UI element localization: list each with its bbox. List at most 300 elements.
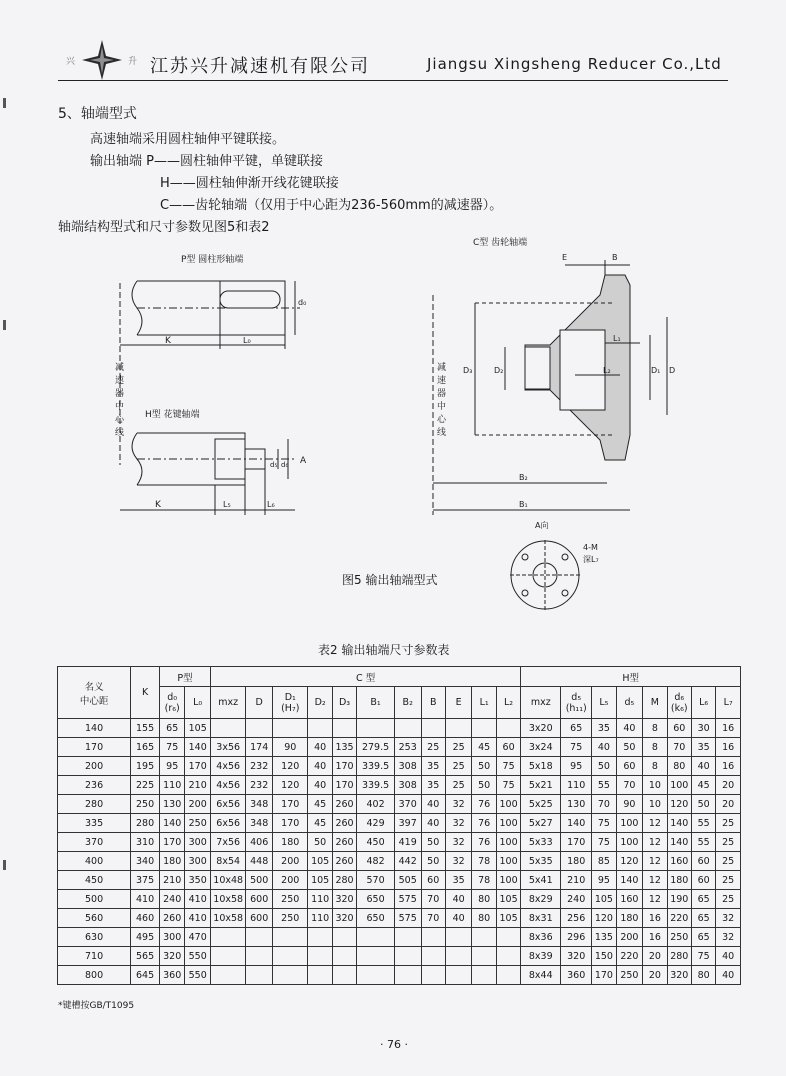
star-logo-icon (62, 38, 142, 82)
table-cell: 60 (667, 719, 691, 738)
table-cell: 20 (716, 776, 741, 795)
table-cell: 279.5 (357, 738, 395, 757)
table-cell: 35 (592, 719, 616, 738)
table-cell: 170 (159, 833, 184, 852)
table-cell: 550 (185, 966, 211, 985)
table-title: 表2 输出轴端尺寸参数表 (318, 643, 450, 657)
table-cell: 140 (616, 871, 643, 890)
table-cell: 8x44 (521, 966, 561, 985)
table-cell: 260 (332, 852, 356, 871)
col-D3: D₃ (332, 687, 356, 719)
table-cell (246, 966, 273, 985)
table-cell: 6x56 (210, 795, 245, 814)
col-L2: L₂ (496, 687, 520, 719)
table-cell: 180 (159, 852, 184, 871)
table-cell: 12 (643, 814, 667, 833)
table-cell: 20 (643, 947, 667, 966)
table-cell: 160 (667, 852, 691, 871)
table-cell: 4x56 (210, 757, 245, 776)
table-cell: 10 (643, 795, 667, 814)
table-cell: 32 (445, 795, 472, 814)
table-cell: 78 (472, 871, 496, 890)
table-cell: 170 (58, 738, 131, 757)
table-cell: 65 (691, 909, 715, 928)
table-cell: 55 (691, 814, 715, 833)
table-cell: 250 (185, 814, 211, 833)
table-cell (496, 966, 520, 985)
table-cell: 16 (716, 738, 741, 757)
col-K: K (131, 667, 160, 719)
table-cell: 406 (246, 833, 273, 852)
table-cell: 76 (472, 833, 496, 852)
table-cell: 110 (159, 776, 184, 795)
table-cell (421, 947, 445, 966)
table-cell: 505 (394, 871, 421, 890)
dim-L2: L₂ (603, 366, 611, 375)
margin-mark (3, 860, 6, 870)
col-name: 名义 中心距 (58, 667, 131, 719)
svg-text:器: 器 (115, 389, 125, 399)
table-cell: 470 (185, 928, 211, 947)
table-cell (445, 966, 472, 985)
table-cell (210, 966, 245, 985)
table-cell: 210 (561, 871, 592, 890)
table-cell: 105 (308, 852, 332, 871)
table-row (58, 776, 741, 795)
table-row (58, 833, 741, 852)
table-cell: 100 (496, 871, 520, 890)
table-cell: 90 (273, 738, 308, 757)
table-cell: 236 (58, 776, 131, 795)
table-cell: 75 (159, 738, 184, 757)
table-cell: 140 (58, 719, 131, 738)
table-cell: 35 (445, 871, 472, 890)
text-line: C——齿轮轴端（仅用于中心距为236-560mm的减速器）。 (160, 198, 503, 213)
text-line: 高速轴端采用圆柱轴伸平键联接。 (90, 132, 286, 147)
table-cell: 200 (616, 928, 643, 947)
table-cell: 250 (667, 928, 691, 947)
table-cell: 570 (357, 871, 395, 890)
table-cell (394, 928, 421, 947)
group-c: C 型 (210, 667, 520, 687)
table-cell: 80 (667, 757, 691, 776)
table-cell: 5x25 (521, 795, 561, 814)
table-cell: 40 (616, 719, 643, 738)
table-cell: 95 (592, 871, 616, 890)
table-cell: 75 (496, 757, 520, 776)
table-cell (472, 928, 496, 947)
dim-D: D (669, 366, 676, 375)
table-cell: 20 (716, 795, 741, 814)
svg-text:速: 速 (437, 376, 447, 386)
table-cell: 300 (159, 928, 184, 947)
table-cell: 500 (58, 890, 131, 909)
dim-L0: L₀ (243, 336, 251, 345)
table-cell: 180 (667, 871, 691, 890)
table-cell (308, 719, 332, 738)
table-cell: 78 (472, 852, 496, 871)
col-L5: L₅ (592, 687, 616, 719)
table-cell: 256 (561, 909, 592, 928)
table-cell: 575 (394, 909, 421, 928)
table-cell: 25 (445, 738, 472, 757)
table-cell: 16 (643, 909, 667, 928)
table-cell: 40 (445, 890, 472, 909)
svg-text:减: 减 (115, 363, 125, 373)
dim-L6: L₆ (267, 500, 275, 509)
table-cell: 3x56 (210, 738, 245, 757)
footnote: *键槽按GB/T1095 (58, 1001, 135, 1011)
table-cell: 105 (308, 871, 332, 890)
table-cell: 40 (308, 738, 332, 757)
table-cell: 448 (246, 852, 273, 871)
table-cell: 250 (131, 795, 160, 814)
table-cell: 8x31 (521, 909, 561, 928)
table-cell: 16 (716, 719, 741, 738)
table-cell: 25 (445, 776, 472, 795)
table-cell: 120 (273, 776, 308, 795)
table-cell: 220 (667, 909, 691, 928)
table-cell: 55 (691, 833, 715, 852)
dim-B1: B₁ (519, 500, 528, 509)
table-cell (421, 928, 445, 947)
table-cell: 6x56 (210, 814, 245, 833)
table-cell (496, 719, 520, 738)
table-cell: 10x58 (210, 890, 245, 909)
table-cell: 10x48 (210, 871, 245, 890)
svg-text:线: 线 (437, 428, 447, 438)
table-cell: 339.5 (357, 757, 395, 776)
table-cell: 348 (246, 814, 273, 833)
table-cell (332, 947, 356, 966)
table-cell: 4x56 (210, 776, 245, 795)
dim-L5: L₅ (223, 500, 231, 509)
table-cell: 100 (496, 833, 520, 852)
reducer-center-text-right (437, 361, 447, 438)
table-cell: 65 (561, 719, 592, 738)
table-cell: 25 (421, 738, 445, 757)
table-cell: 195 (131, 757, 160, 776)
col-mxz: mxz (210, 687, 245, 719)
table-cell: 5x18 (521, 757, 561, 776)
table-cell: 75 (592, 814, 616, 833)
table-cell: 165 (131, 738, 160, 757)
col-L7: L₇ (716, 687, 741, 719)
c-type-label: C型 齿轮轴端 (473, 238, 528, 248)
table-cell: 650 (357, 909, 395, 928)
gear-bore (525, 347, 550, 389)
table-cell: 40 (308, 757, 332, 776)
table-cell: 8x36 (521, 928, 561, 947)
table-cell: 7x56 (210, 833, 245, 852)
table-cell: 225 (131, 776, 160, 795)
table-cell (472, 947, 496, 966)
table-cell: 397 (394, 814, 421, 833)
table-cell (273, 719, 308, 738)
table-cell: 160 (616, 890, 643, 909)
table-cell (445, 719, 472, 738)
table-cell: 500 (246, 871, 273, 890)
gear-inner (560, 330, 605, 410)
svg-text:心: 心 (437, 415, 447, 425)
table-cell: 35 (421, 776, 445, 795)
table-cell: 240 (561, 890, 592, 909)
table-cell: 340 (131, 852, 160, 871)
table-cell: 575 (394, 890, 421, 909)
dim-B2: B₂ (519, 473, 528, 482)
table-cell: 40 (445, 909, 472, 928)
table-cell: 402 (357, 795, 395, 814)
table-cell: 32 (445, 852, 472, 871)
table-cell: 12 (643, 833, 667, 852)
table-cell: 85 (592, 852, 616, 871)
table-cell: 280 (332, 871, 356, 890)
table-cell: 320 (332, 890, 356, 909)
table-cell: 450 (58, 871, 131, 890)
col-L6: L₆ (691, 687, 715, 719)
table-cell: 25 (445, 757, 472, 776)
table-cell (394, 947, 421, 966)
company-name-cn: 江苏兴升减速机有限公司 (150, 56, 370, 77)
table-cell: 232 (246, 757, 273, 776)
table-cell: 110 (308, 909, 332, 928)
table-cell: 410 (131, 890, 160, 909)
table-cell: 25 (716, 814, 741, 833)
table-cell: 482 (357, 852, 395, 871)
table-cell: 140 (667, 833, 691, 852)
col-B: B (421, 687, 445, 719)
table-cell: 200 (58, 757, 131, 776)
table-cell: 565 (131, 947, 160, 966)
table-cell: 320 (561, 947, 592, 966)
table-cell: 40 (691, 757, 715, 776)
table-cell: 140 (185, 738, 211, 757)
table-cell (210, 947, 245, 966)
table-cell: 30 (691, 719, 715, 738)
table-cell: 60 (616, 757, 643, 776)
table-cell: 280 (667, 947, 691, 966)
table-cell: 100 (667, 776, 691, 795)
table-cell: 170 (273, 795, 308, 814)
table-cell: 135 (592, 928, 616, 947)
table-cell: 360 (561, 966, 592, 985)
table-cell: 560 (58, 909, 131, 928)
table-cell: 200 (273, 852, 308, 871)
p-keyway (220, 291, 280, 308)
svg-text:速: 速 (115, 376, 125, 386)
svg-text:心: 心 (115, 415, 125, 425)
text-line: 轴端结构型式和尺寸参数见图5和表2 (58, 220, 270, 235)
table-cell: 5x35 (521, 852, 561, 871)
svg-text:线: 线 (115, 428, 125, 438)
col-B1: B₁ (357, 687, 395, 719)
table-cell: 5x27 (521, 814, 561, 833)
table-cell (308, 928, 332, 947)
table-cell: 375 (131, 871, 160, 890)
table-row (58, 966, 741, 985)
table-cell: 170 (273, 814, 308, 833)
table-cell: 200 (273, 871, 308, 890)
table-cell: 180 (273, 833, 308, 852)
table-cell: 100 (616, 814, 643, 833)
table-row (58, 814, 741, 833)
table-cell: 360 (159, 966, 184, 985)
table-cell: 170 (332, 757, 356, 776)
table-cell: 260 (332, 833, 356, 852)
table-cell: 155 (131, 719, 160, 738)
table-cell: 410 (185, 909, 211, 928)
table-cell: 180 (561, 852, 592, 871)
table-cell: 200 (185, 795, 211, 814)
table-cell: 450 (357, 833, 395, 852)
table-cell: 70 (592, 795, 616, 814)
table-cell: 55 (592, 776, 616, 795)
table-cell: 370 (58, 833, 131, 852)
col-E: E (445, 687, 472, 719)
table-cell: 300 (185, 833, 211, 852)
spec-table (57, 666, 741, 985)
table-cell (246, 928, 273, 947)
col-L1: L₁ (472, 687, 496, 719)
table-cell (357, 719, 395, 738)
table-cell: 210 (185, 776, 211, 795)
table-cell: 600 (246, 909, 273, 928)
table-cell: 65 (691, 928, 715, 947)
table-cell: 60 (421, 871, 445, 890)
table-cell: 250 (616, 966, 643, 985)
table-cell: 370 (394, 795, 421, 814)
margin-mark (3, 320, 6, 330)
margin-mark (3, 98, 6, 108)
table-cell: 40 (716, 947, 741, 966)
table-cell: 170 (332, 776, 356, 795)
table-cell: 710 (58, 947, 131, 966)
table-cell (332, 928, 356, 947)
table-row (58, 795, 741, 814)
table-cell: 25 (716, 852, 741, 871)
table-cell: 40 (716, 966, 741, 985)
table-cell: 210 (159, 871, 184, 890)
table-cell: 250 (273, 909, 308, 928)
table-cell: 50 (472, 757, 496, 776)
table-cell: 80 (472, 890, 496, 909)
table-cell: 240 (159, 890, 184, 909)
table-cell: 32 (716, 909, 741, 928)
table-row (58, 909, 741, 928)
table-cell: 40 (592, 738, 616, 757)
dim-B: B (612, 253, 618, 262)
table-cell: 32 (445, 814, 472, 833)
company-logo (62, 38, 142, 82)
table-cell: 170 (185, 757, 211, 776)
text-line: 输出轴端 P——圆柱轴伸平键，单键联接 (90, 154, 323, 169)
table-cell (472, 719, 496, 738)
table-cell: 140 (159, 814, 184, 833)
table-cell: 120 (667, 795, 691, 814)
logo-char-right: 升 (128, 57, 138, 67)
table-row (58, 928, 741, 947)
table-cell: 10 (643, 776, 667, 795)
svg-text:减: 减 (437, 363, 447, 373)
table-cell: 170 (592, 966, 616, 985)
table-cell: 35 (421, 757, 445, 776)
reducer-center-text-left (115, 361, 125, 438)
table-cell: 80 (691, 966, 715, 985)
table-cell: 80 (472, 909, 496, 928)
table-row (58, 738, 741, 757)
table-cell: 16 (716, 757, 741, 776)
company-name-en: Jiangsu Xingsheng Reducer Co.,Ltd (427, 55, 722, 73)
table-cell: 8x54 (210, 852, 245, 871)
table-cell: 140 (561, 814, 592, 833)
col-D: D (246, 687, 273, 719)
table-cell: 45 (472, 738, 496, 757)
table-cell: 645 (131, 966, 160, 985)
table-cell: 105 (185, 719, 211, 738)
table-cell (496, 947, 520, 966)
table-cell: 12 (643, 852, 667, 871)
table-cell: 8 (643, 757, 667, 776)
table-cell: 10x58 (210, 909, 245, 928)
text-line: H——圆柱轴伸渐开线花键联接 (160, 176, 339, 191)
table-cell: 250 (273, 890, 308, 909)
table-cell: 120 (273, 757, 308, 776)
col-d5b: d₅ (616, 687, 643, 719)
dim-D2: D₂ (494, 366, 504, 375)
table-cell: 300 (185, 852, 211, 871)
table-row (58, 890, 741, 909)
col-D2: D₂ (308, 687, 332, 719)
table-cell (357, 966, 395, 985)
table-cell: 130 (159, 795, 184, 814)
table-cell: 50 (592, 757, 616, 776)
table-cell: 320 (332, 909, 356, 928)
table-cell: 650 (357, 890, 395, 909)
table-cell: 400 (58, 852, 131, 871)
table-cell: 70 (667, 738, 691, 757)
dim-A: A (300, 456, 307, 466)
header-divider (58, 80, 728, 81)
page-number: · 76 · (380, 1038, 408, 1051)
table-cell: 320 (667, 966, 691, 985)
col-h-mxz: mxz (521, 687, 561, 719)
table-cell: 105 (592, 890, 616, 909)
table-cell (357, 928, 395, 947)
table-cell: 170 (561, 833, 592, 852)
table-cell: 75 (496, 776, 520, 795)
table-cell (332, 966, 356, 985)
table-cell: 120 (616, 852, 643, 871)
table-cell (394, 966, 421, 985)
table-cell: 253 (394, 738, 421, 757)
col-d0: d₀ (r₆) (159, 687, 184, 719)
table-cell: 335 (58, 814, 131, 833)
table-cell (273, 928, 308, 947)
table-cell: 45 (308, 795, 332, 814)
table-cell: 100 (496, 852, 520, 871)
dim-d5: d₅ (270, 461, 278, 469)
table-cell: 60 (691, 871, 715, 890)
table-cell: 25 (716, 833, 741, 852)
group-p: P型 (159, 667, 210, 687)
table-row (58, 871, 741, 890)
table-cell: 442 (394, 852, 421, 871)
figure-caption: 图5 输出轴端型式 (342, 573, 438, 587)
svg-text:中: 中 (115, 402, 125, 412)
col-M: M (643, 687, 667, 719)
table-cell: 105 (496, 890, 520, 909)
table-cell (210, 719, 245, 738)
